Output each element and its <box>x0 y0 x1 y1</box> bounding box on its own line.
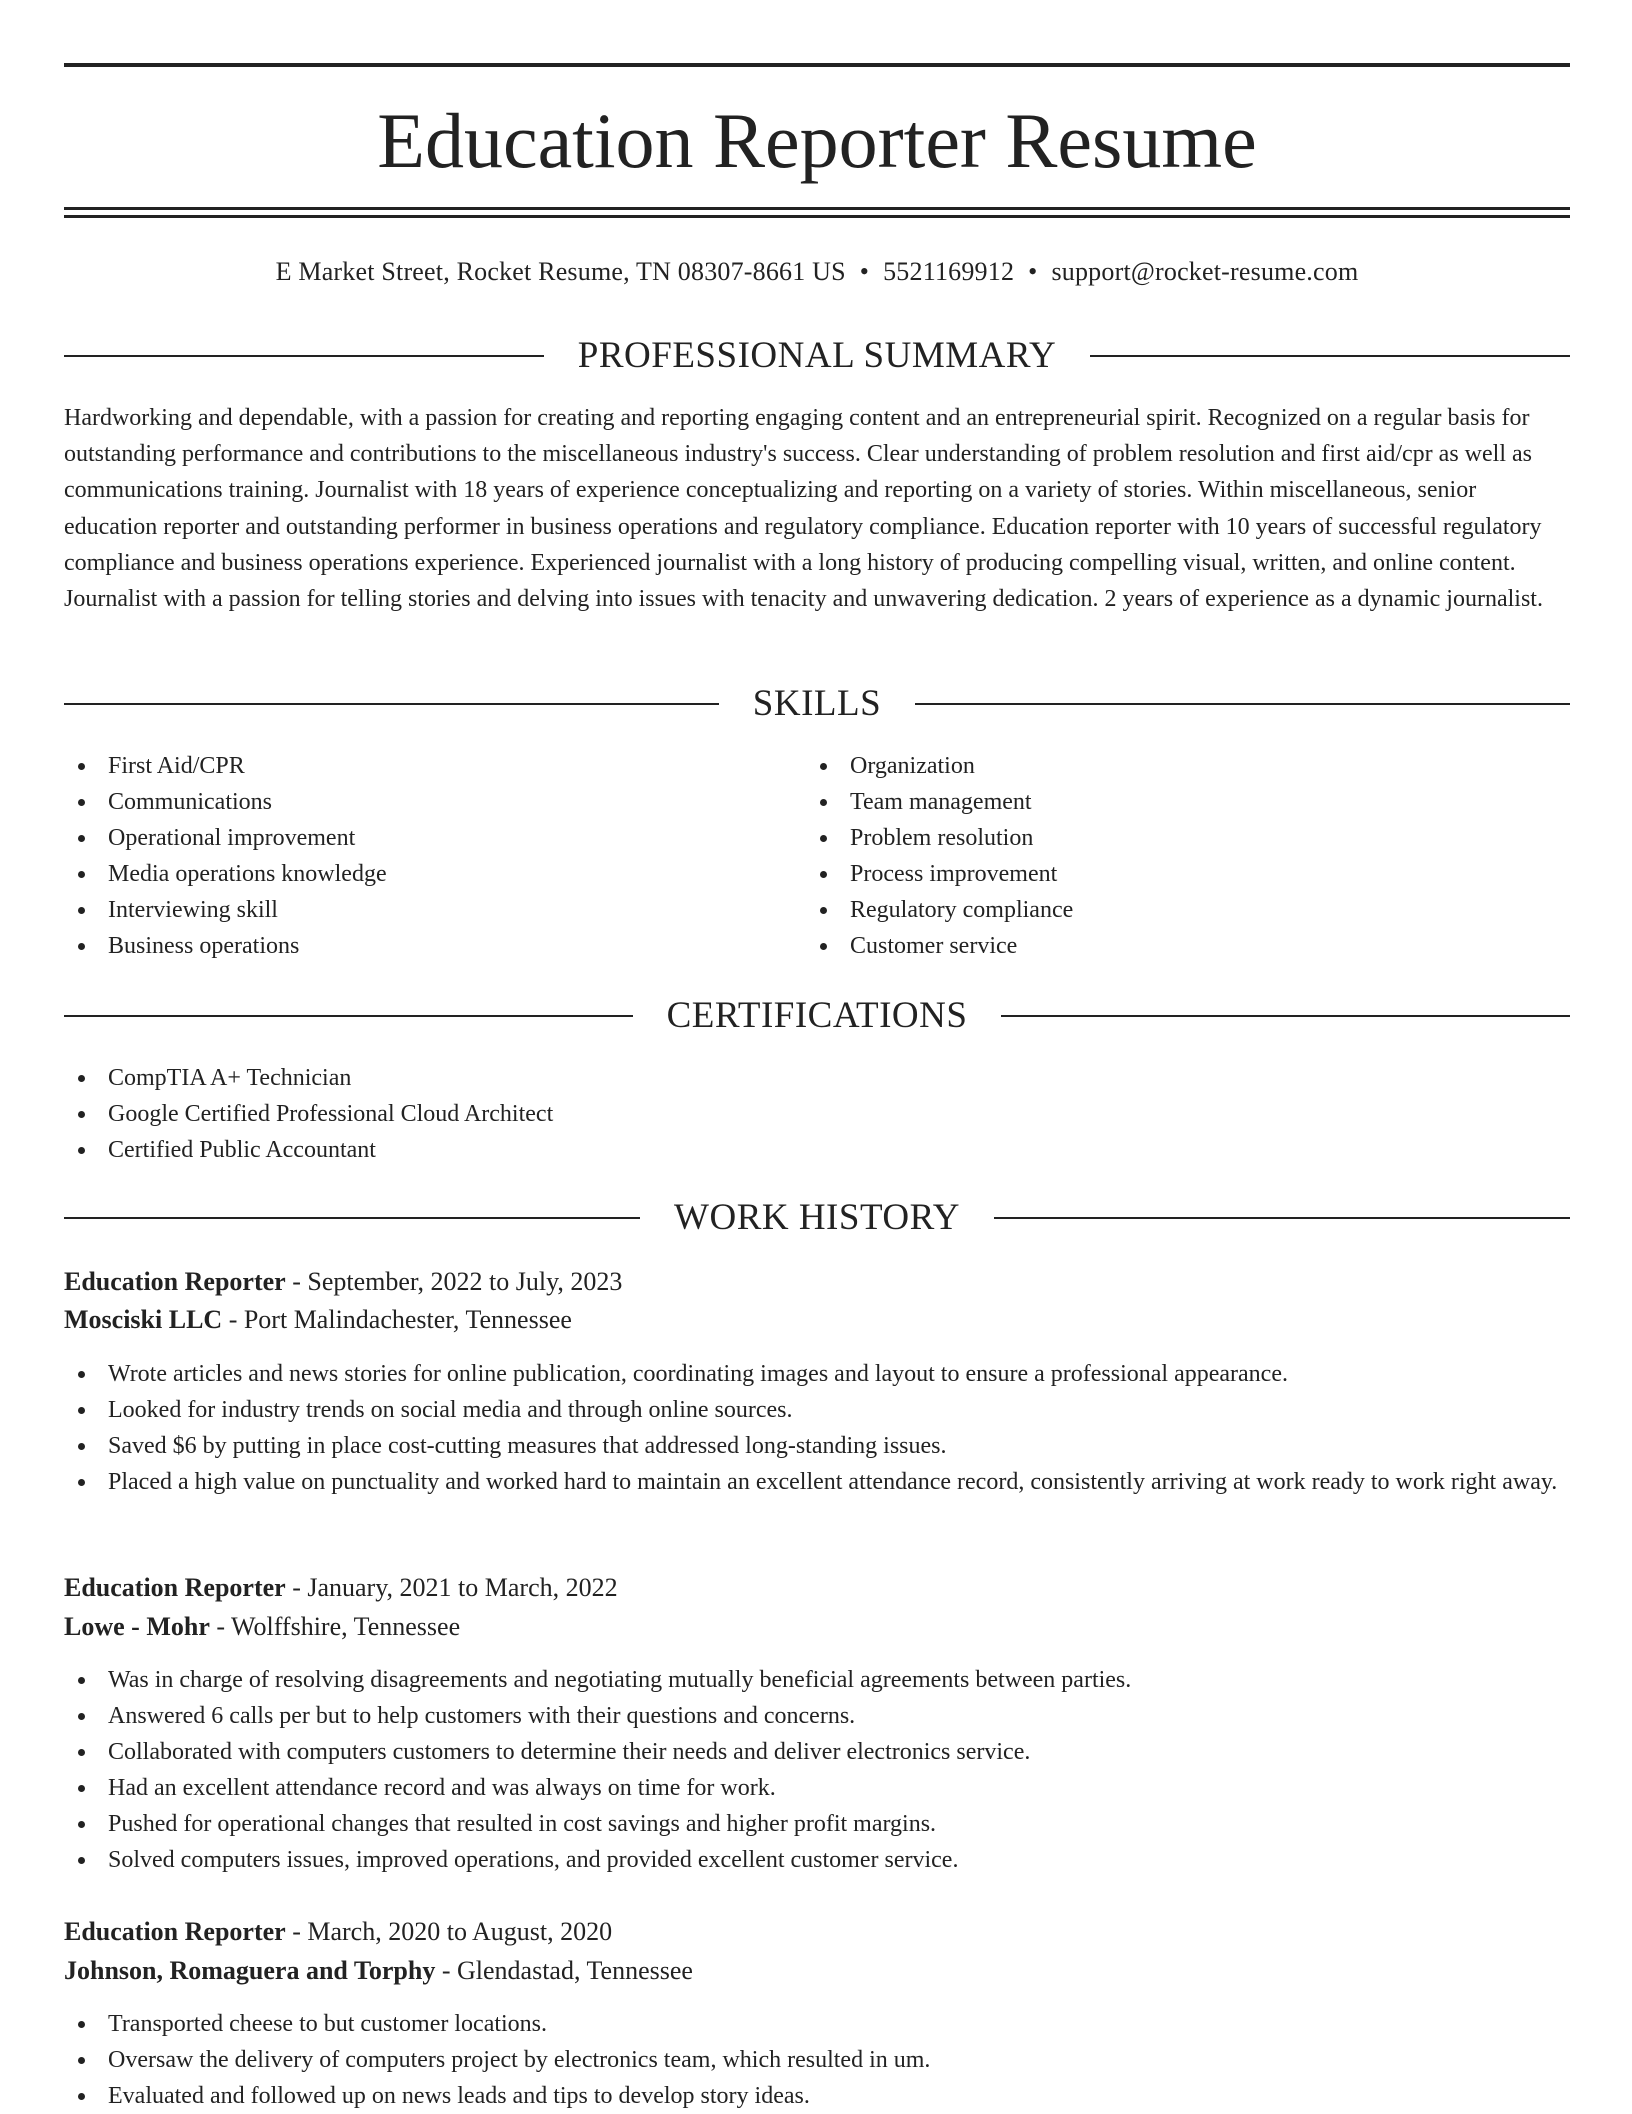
bullet-icon <box>78 799 85 806</box>
contact-separator: • <box>1028 257 1038 286</box>
list-item <box>64 892 784 928</box>
header-top-rule <box>64 63 1570 67</box>
job-company-line <box>64 1609 1570 1645</box>
job-bullets <box>64 2006 1570 2114</box>
bullet-icon <box>820 799 827 806</box>
skill-label: Business operations <box>108 933 300 959</box>
job-bullet-text: Pushed for operational changes that resulted in cost savings and higher profit margins. <box>108 1811 937 1837</box>
job-bullet-text: Evaluated and followed up on news leads and tips to develop story ideas. <box>108 2083 810 2109</box>
bullet-icon <box>820 907 827 914</box>
bullet-icon <box>78 1713 85 1720</box>
bullet-icon <box>820 871 827 878</box>
list-item <box>64 1356 1570 1392</box>
job-title-line <box>64 1264 1570 1300</box>
list-item <box>806 892 1566 928</box>
divider <box>64 1217 640 1219</box>
skill-label: Operational improvement <box>108 825 356 851</box>
bullet-icon <box>78 943 85 950</box>
list-item <box>64 1806 1570 1842</box>
job-location: - Glendastad, Tennessee <box>435 1956 693 1985</box>
job-title: Education Reporter <box>64 1267 286 1296</box>
job-bullet-text: Looked for industry trends on social media and through online sources. <box>108 1397 793 1423</box>
job-title-line <box>64 1914 1570 1950</box>
skill-label: Problem resolution <box>850 825 1034 851</box>
job-company-line <box>64 1953 1570 1989</box>
list-item <box>64 1132 1570 1168</box>
summary-paragraph: Hardworking and dependable, with a passion for creating and reporting engaging content and an entrepreneurial spirit. Recognized on a regular basis for outstanding performance and contributions to the miscellaneous industry's success. Clear understanding of problem resolution and first aid/cpr as well as communications training. Journalist with 18 years of experience conceptualizing and reporting on a variety of stories. Within miscellaneous, senior education reporter and outstanding performer in business operations and regulatory compliance. Education reporter with 10 years of successful regulatory compliance and business operations experience. Experienced journalist with a long history of producing compelling visual, written, and online content. Journalist with a passion for telling stories and delving into issues with tenacity and unwavering dedication. 2 years of experience as a dynamic journalist. <box>64 405 1543 613</box>
list-item <box>64 2078 1570 2114</box>
skill-label: Communications <box>108 789 272 815</box>
section-header-work-history <box>64 1195 1570 1241</box>
list-item <box>806 820 1566 856</box>
job-bullet-text: Was in charge of resolving disagreements and negotiating mutually beneficial agreements between parties. <box>108 1667 1132 1693</box>
skill-label: Team management <box>850 789 1032 815</box>
list-item <box>64 1428 1570 1464</box>
list-item <box>64 2006 1570 2042</box>
list-item <box>64 928 784 964</box>
bullet-icon <box>78 1371 85 1378</box>
job-bullet-text: Saved $6 by putting in place cost-cutting measures that addressed long-standing issues. <box>108 1433 947 1459</box>
job-bullet-text: Collaborated with computers customers to determine their needs and deliver electronics service. <box>108 1739 1031 1765</box>
section-title: SKILLS <box>752 683 882 724</box>
list-item <box>64 856 784 892</box>
list-item <box>64 1734 1570 1770</box>
contact-email: support@rocket-resume.com <box>1051 257 1359 286</box>
job-company: Lowe - Mohr <box>64 1612 210 1641</box>
section-title: CERTIFICATIONS <box>666 995 968 1036</box>
job-company: Johnson, Romaguera and Torphy <box>64 1956 436 1985</box>
bullet-icon <box>78 1407 85 1414</box>
bullet-icon <box>78 1443 85 1450</box>
skills-list-left <box>64 748 784 964</box>
bullet-icon <box>78 2093 85 2100</box>
certification-label: Google Certified Professional Cloud Architect <box>108 1101 554 1127</box>
skills-list-right <box>806 748 1566 964</box>
list-item <box>806 928 1566 964</box>
bullet-icon <box>78 907 85 914</box>
bullet-icon <box>78 763 85 770</box>
job-company-line <box>64 1302 1570 1338</box>
section-title: WORK HISTORY <box>674 1197 960 1238</box>
section-header-skills <box>64 681 1570 727</box>
list-item <box>64 1662 1570 1698</box>
job-location: - Wolffshire, Tennessee <box>209 1612 461 1641</box>
list-item <box>64 784 784 820</box>
certification-label: CompTIA A+ Technician <box>108 1065 352 1091</box>
list-item <box>806 856 1566 892</box>
skill-label: Interviewing skill <box>108 897 278 923</box>
list-item <box>64 1096 1570 1132</box>
bullet-icon <box>78 1749 85 1756</box>
certification-label: Certified Public Accountant <box>108 1137 376 1163</box>
list-item <box>64 1770 1570 1806</box>
job-bullet-text: Solved computers issues, improved operations, and provided excellent customer service. <box>108 1847 959 1873</box>
job-title: Education Reporter <box>64 1917 286 1946</box>
header-double-rule-bottom <box>64 215 1570 218</box>
bullet-icon <box>78 1111 85 1118</box>
divider <box>64 703 719 705</box>
list-item <box>64 1464 1570 1500</box>
bullet-icon <box>820 943 827 950</box>
contact-separator: • <box>859 257 870 286</box>
divider <box>915 703 1570 705</box>
job-bullets <box>64 1662 1570 1878</box>
resume-title: Education Reporter Resume <box>377 97 1257 184</box>
job-bullet-text: Had an excellent attendance record and was always on time for work. <box>108 1775 776 1801</box>
skill-label: Regulatory compliance <box>850 897 1074 923</box>
bullet-icon <box>78 835 85 842</box>
bullet-icon <box>78 2021 85 2028</box>
bullet-icon <box>78 1677 85 1684</box>
skill-label: Organization <box>850 753 975 779</box>
job-bullets <box>64 1356 1570 1500</box>
job-dates: - March, 2020 to August, 2020 <box>285 1917 613 1946</box>
list-item <box>64 1392 1570 1428</box>
list-item <box>806 748 1566 784</box>
contact-line <box>64 254 1570 290</box>
bullet-icon <box>78 1147 85 1154</box>
bullet-icon <box>78 2057 85 2064</box>
bullet-icon <box>78 1857 85 1864</box>
divider <box>1090 355 1570 357</box>
job-dates: - January, 2021 to March, 2022 <box>285 1573 618 1602</box>
list-item <box>64 820 784 856</box>
divider <box>1001 1015 1570 1017</box>
list-item <box>64 1842 1570 1878</box>
list-item <box>806 784 1566 820</box>
contact-phone: 5521169912 <box>883 257 1015 286</box>
divider <box>64 1015 633 1017</box>
bullet-icon <box>78 1785 85 1792</box>
section-header-certifications <box>64 993 1570 1039</box>
skill-label: Media operations knowledge <box>108 861 387 887</box>
contact-address: E Market Street, Rocket Resume, TN 08307-8661 US <box>275 257 846 286</box>
divider <box>64 355 544 357</box>
skill-label: Customer service <box>850 933 1018 959</box>
bullet-icon <box>78 871 85 878</box>
bullet-icon <box>820 763 827 770</box>
divider <box>994 1217 1570 1219</box>
list-item <box>64 2042 1570 2078</box>
job-bullet-text: Oversaw the delivery of computers project by electronics team, which resulted in um. <box>108 2047 931 2073</box>
bullet-icon <box>78 1479 85 1486</box>
job-location: - Port Malindachester, Tennessee <box>222 1305 572 1334</box>
job-dates: - September, 2022 to July, 2023 <box>285 1267 623 1296</box>
list-item <box>64 748 784 784</box>
list-item <box>64 1060 1570 1096</box>
job-title: Education Reporter <box>64 1573 286 1602</box>
bullet-icon <box>78 1075 85 1082</box>
job-bullet-text: Wrote articles and news stories for online publication, coordinating images and layout to ensure a professional appearance. <box>108 1361 1288 1387</box>
job-bullet-text: Answered 6 calls per but to help customers with their questions and concerns. <box>108 1703 856 1729</box>
job-bullet-text: Placed a high value on punctuality and worked hard to maintain an excellent attendance record, consistently arriving at work ready to work right away. <box>108 1469 1558 1495</box>
bullet-icon <box>78 1821 85 1828</box>
job-company: Mosciski LLC <box>64 1305 223 1334</box>
header-double-rule-top <box>64 207 1570 210</box>
section-header-summary <box>64 333 1570 379</box>
skill-label: First Aid/CPR <box>108 753 245 779</box>
section-title: PROFESSIONAL SUMMARY <box>577 335 1057 376</box>
skill-label: Process improvement <box>850 861 1058 887</box>
certifications-list <box>64 1060 1570 1168</box>
job-title-line <box>64 1570 1570 1606</box>
job-bullet-text: Transported cheese to but customer locations. <box>108 2011 548 2037</box>
list-item <box>64 1698 1570 1734</box>
bullet-icon <box>820 835 827 842</box>
